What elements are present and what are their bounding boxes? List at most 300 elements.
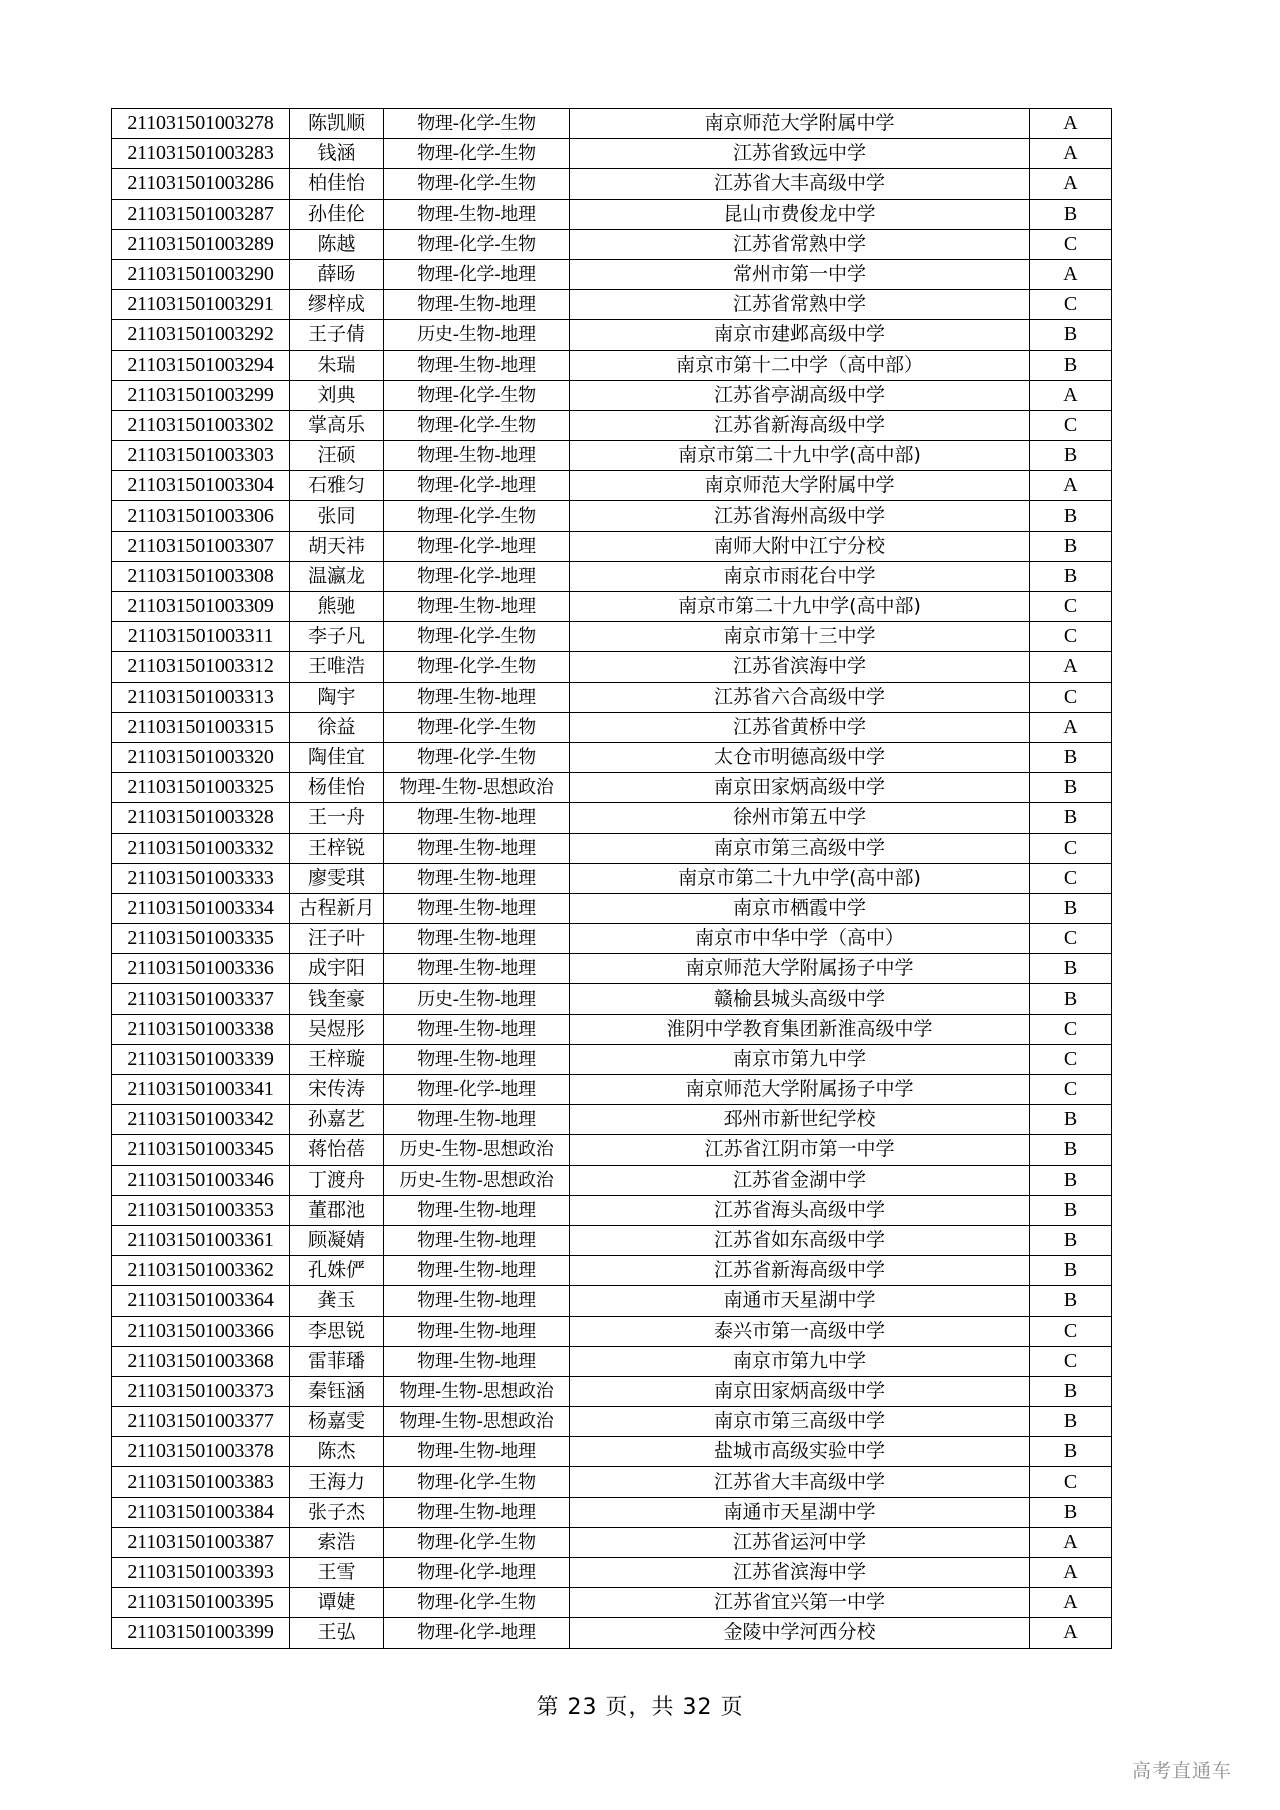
cell-name: 廖雯琪 <box>290 863 384 893</box>
table-row <box>112 1135 1112 1165</box>
cell-subjects: 历史-生物-思想政治 <box>384 1135 570 1165</box>
cell-subjects: 物理-化学-生物 <box>384 109 570 139</box>
cell-name: 孙嘉艺 <box>290 1105 384 1135</box>
cell-candidate-id: 211031501003373 <box>112 1376 290 1406</box>
cell-school: 太仓市明德高级中学 <box>570 742 1030 772</box>
cell-grade: B <box>1030 1376 1112 1406</box>
cell-name: 石雅匀 <box>290 471 384 501</box>
candidate-roster-table <box>111 108 1112 1649</box>
cell-subjects: 物理-生物-地理 <box>384 924 570 954</box>
cell-grade: C <box>1030 1316 1112 1346</box>
cell-subjects: 物理-生物-地理 <box>384 592 570 622</box>
cell-name: 钱涵 <box>290 139 384 169</box>
cell-grade: A <box>1030 712 1112 742</box>
cell-subjects: 物理-生物-地理 <box>384 441 570 471</box>
table-row <box>112 1044 1112 1074</box>
cell-school: 江苏省大丰高级中学 <box>570 1467 1030 1497</box>
cell-grade: B <box>1030 773 1112 803</box>
cell-name: 柏佳怡 <box>290 169 384 199</box>
cell-grade: B <box>1030 1105 1112 1135</box>
table-row <box>112 1195 1112 1225</box>
cell-grade: A <box>1030 169 1112 199</box>
cell-grade: C <box>1030 833 1112 863</box>
table-row <box>112 1407 1112 1437</box>
cell-candidate-id: 211031501003339 <box>112 1044 290 1074</box>
cell-school: 江苏省海头高级中学 <box>570 1195 1030 1225</box>
cell-subjects: 历史-生物-地理 <box>384 320 570 350</box>
cell-candidate-id: 211031501003341 <box>112 1075 290 1105</box>
cell-candidate-id: 211031501003353 <box>112 1195 290 1225</box>
cell-candidate-id: 211031501003362 <box>112 1256 290 1286</box>
table-row <box>112 290 1112 320</box>
cell-grade: B <box>1030 1497 1112 1527</box>
cell-subjects: 物理-化学-地理 <box>384 1075 570 1105</box>
cell-subjects: 物理-生物-地理 <box>384 833 570 863</box>
cell-grade: B <box>1030 803 1112 833</box>
cell-school: 江苏省新海高级中学 <box>570 410 1030 440</box>
cell-subjects: 物理-化学-生物 <box>384 652 570 682</box>
cell-name: 龚玉 <box>290 1286 384 1316</box>
cell-grade: C <box>1030 1014 1112 1044</box>
page-number-footer: 第 23 页，共 32 页 <box>536 1695 744 1720</box>
cell-subjects: 物理-生物-地理 <box>384 1105 570 1135</box>
cell-school: 泰兴市第一高级中学 <box>570 1316 1030 1346</box>
cell-candidate-id: 211031501003384 <box>112 1497 290 1527</box>
cell-school: 南通市天星湖中学 <box>570 1286 1030 1316</box>
cell-candidate-id: 211031501003302 <box>112 410 290 440</box>
cell-name: 掌高乐 <box>290 410 384 440</box>
table-row <box>112 803 1112 833</box>
cell-name: 王梓锐 <box>290 833 384 863</box>
cell-name: 王唯浩 <box>290 652 384 682</box>
cell-subjects: 物理-生物-地理 <box>384 682 570 712</box>
cell-school: 金陵中学河西分校 <box>570 1618 1030 1648</box>
cell-name: 雷菲璠 <box>290 1346 384 1376</box>
cell-candidate-id: 211031501003337 <box>112 984 290 1014</box>
cell-school: 江苏省滨海中学 <box>570 652 1030 682</box>
cell-name: 古程新月 <box>290 893 384 923</box>
cell-grade: C <box>1030 863 1112 893</box>
cell-subjects: 物理-生物-地理 <box>384 1256 570 1286</box>
table-row <box>112 139 1112 169</box>
cell-candidate-id: 211031501003289 <box>112 229 290 259</box>
cell-name: 徐益 <box>290 712 384 742</box>
cell-school: 江苏省金湖中学 <box>570 1165 1030 1195</box>
table-row <box>112 984 1112 1014</box>
table-row <box>112 893 1112 923</box>
table-row <box>112 1014 1112 1044</box>
cell-grade: C <box>1030 592 1112 622</box>
cell-subjects: 物理-化学-生物 <box>384 712 570 742</box>
cell-candidate-id: 211031501003342 <box>112 1105 290 1135</box>
cell-school: 南京田家炳高级中学 <box>570 773 1030 803</box>
cell-candidate-id: 211031501003334 <box>112 893 290 923</box>
cell-school: 江苏省六合高级中学 <box>570 682 1030 712</box>
cell-grade: C <box>1030 1346 1112 1376</box>
cell-grade: A <box>1030 139 1112 169</box>
cell-name: 温瀛龙 <box>290 561 384 591</box>
cell-grade: A <box>1030 1558 1112 1588</box>
cell-school: 淮阴中学教育集团新淮高级中学 <box>570 1014 1030 1044</box>
cell-grade: B <box>1030 1437 1112 1467</box>
cell-grade: B <box>1030 441 1112 471</box>
cell-name: 蒋怡蓓 <box>290 1135 384 1165</box>
table-row <box>112 531 1112 561</box>
table-row <box>112 1105 1112 1135</box>
cell-grade: A <box>1030 652 1112 682</box>
cell-candidate-id: 211031501003325 <box>112 773 290 803</box>
cell-subjects: 物理-生物-地理 <box>384 1225 570 1255</box>
table-row <box>112 1165 1112 1195</box>
cell-school: 江苏省运河中学 <box>570 1527 1030 1557</box>
cell-subjects: 物理-生物-地理 <box>384 1437 570 1467</box>
cell-subjects: 历史-生物-思想政治 <box>384 1165 570 1195</box>
cell-subjects: 物理-生物-地理 <box>384 199 570 229</box>
cell-subjects: 物理-生物-地理 <box>384 1014 570 1044</box>
cell-name: 王弘 <box>290 1618 384 1648</box>
cell-school: 南京师范大学附属中学 <box>570 109 1030 139</box>
cell-name: 索浩 <box>290 1527 384 1557</box>
cell-school: 南京市建邺高级中学 <box>570 320 1030 350</box>
table-row <box>112 561 1112 591</box>
cell-school: 南京师范大学附属扬子中学 <box>570 954 1030 984</box>
cell-candidate-id: 211031501003306 <box>112 501 290 531</box>
cell-name: 吴煜彤 <box>290 1014 384 1044</box>
cell-candidate-id: 211031501003368 <box>112 1346 290 1376</box>
cell-name: 缪梓成 <box>290 290 384 320</box>
cell-subjects: 物理-化学-地理 <box>384 1558 570 1588</box>
table-row <box>112 1618 1112 1648</box>
table-row <box>112 1376 1112 1406</box>
table-row <box>112 773 1112 803</box>
cell-school: 江苏省黄桥中学 <box>570 712 1030 742</box>
cell-subjects: 物理-化学-地理 <box>384 531 570 561</box>
table-row <box>112 441 1112 471</box>
cell-grade: B <box>1030 199 1112 229</box>
table-row <box>112 1558 1112 1588</box>
cell-subjects: 物理-生物-地理 <box>384 1497 570 1527</box>
cell-grade: B <box>1030 1407 1112 1437</box>
cell-name: 钱奎豪 <box>290 984 384 1014</box>
cell-grade: B <box>1030 1286 1112 1316</box>
cell-school: 盐城市高级实验中学 <box>570 1437 1030 1467</box>
cell-name: 孙佳伦 <box>290 199 384 229</box>
table-row <box>112 169 1112 199</box>
cell-subjects: 物理-化学-生物 <box>384 139 570 169</box>
cell-name: 朱瑞 <box>290 350 384 380</box>
cell-name: 薛旸 <box>290 259 384 289</box>
cell-subjects: 物理-生物-思想政治 <box>384 1376 570 1406</box>
cell-subjects: 物理-生物-地理 <box>384 1346 570 1376</box>
cell-candidate-id: 211031501003287 <box>112 199 290 229</box>
table-row <box>112 652 1112 682</box>
cell-subjects: 物理-生物-地理 <box>384 893 570 923</box>
cell-grade: C <box>1030 1044 1112 1074</box>
cell-school: 南京市第十二中学（高中部） <box>570 350 1030 380</box>
table-row <box>112 924 1112 954</box>
roster-table-container <box>111 108 1111 1649</box>
cell-candidate-id: 211031501003346 <box>112 1165 290 1195</box>
cell-school: 昆山市费俊龙中学 <box>570 199 1030 229</box>
cell-school: 江苏省常熟中学 <box>570 290 1030 320</box>
table-row <box>112 833 1112 863</box>
cell-school: 南京市第三高级中学 <box>570 833 1030 863</box>
cell-school: 南京市第二十九中学(高中部) <box>570 592 1030 622</box>
cell-candidate-id: 211031501003286 <box>112 169 290 199</box>
cell-candidate-id: 211031501003299 <box>112 380 290 410</box>
cell-school: 南京市第九中学 <box>570 1346 1030 1376</box>
cell-name: 张子杰 <box>290 1497 384 1527</box>
cell-subjects: 物理-化学-生物 <box>384 229 570 259</box>
cell-candidate-id: 211031501003308 <box>112 561 290 591</box>
cell-school: 南京市中华中学（高中） <box>570 924 1030 954</box>
cell-grade: C <box>1030 1075 1112 1105</box>
cell-grade: A <box>1030 1588 1112 1618</box>
cell-grade: B <box>1030 1135 1112 1165</box>
cell-school: 常州市第一中学 <box>570 259 1030 289</box>
cell-subjects: 物理-生物-地理 <box>384 290 570 320</box>
cell-subjects: 物理-化学-生物 <box>384 1588 570 1618</box>
cell-grade: B <box>1030 954 1112 984</box>
cell-name: 丁渡舟 <box>290 1165 384 1195</box>
table-row <box>112 1467 1112 1497</box>
cell-grade: C <box>1030 290 1112 320</box>
cell-name: 王子倩 <box>290 320 384 350</box>
cell-school: 江苏省海州高级中学 <box>570 501 1030 531</box>
cell-subjects: 物理-化学-生物 <box>384 410 570 440</box>
cell-grade: A <box>1030 259 1112 289</box>
cell-candidate-id: 211031501003291 <box>112 290 290 320</box>
table-row <box>112 742 1112 772</box>
cell-school: 江苏省如东高级中学 <box>570 1225 1030 1255</box>
cell-name: 谭婕 <box>290 1588 384 1618</box>
cell-candidate-id: 211031501003294 <box>112 350 290 380</box>
table-row <box>112 1437 1112 1467</box>
cell-subjects: 物理-生物-地理 <box>384 350 570 380</box>
cell-name: 秦钰涵 <box>290 1376 384 1406</box>
cell-grade: B <box>1030 893 1112 923</box>
cell-grade: C <box>1030 229 1112 259</box>
cell-school: 江苏省宜兴第一中学 <box>570 1588 1030 1618</box>
table-row <box>112 1527 1112 1557</box>
cell-name: 李子凡 <box>290 622 384 652</box>
cell-school: 南京师范大学附属中学 <box>570 471 1030 501</box>
cell-candidate-id: 211031501003315 <box>112 712 290 742</box>
table-row <box>112 109 1112 139</box>
cell-candidate-id: 211031501003309 <box>112 592 290 622</box>
cell-name: 张同 <box>290 501 384 531</box>
cell-subjects: 物理-化学-生物 <box>384 169 570 199</box>
cell-subjects: 物理-化学-地理 <box>384 561 570 591</box>
cell-school: 南京市第十三中学 <box>570 622 1030 652</box>
cell-name: 陈杰 <box>290 1437 384 1467</box>
cell-candidate-id: 211031501003383 <box>112 1467 290 1497</box>
cell-grade: C <box>1030 622 1112 652</box>
table-row <box>112 1497 1112 1527</box>
cell-grade: B <box>1030 561 1112 591</box>
table-row <box>112 259 1112 289</box>
cell-name: 成宇阳 <box>290 954 384 984</box>
cell-school: 徐州市第五中学 <box>570 803 1030 833</box>
cell-grade: A <box>1030 471 1112 501</box>
cell-candidate-id: 211031501003283 <box>112 139 290 169</box>
cell-candidate-id: 211031501003320 <box>112 742 290 772</box>
cell-name: 王一舟 <box>290 803 384 833</box>
cell-name: 熊驰 <box>290 592 384 622</box>
cell-candidate-id: 211031501003377 <box>112 1407 290 1437</box>
cell-subjects: 物理-生物-地理 <box>384 1316 570 1346</box>
cell-subjects: 物理-生物-思想政治 <box>384 773 570 803</box>
cell-name: 陈凯顺 <box>290 109 384 139</box>
cell-subjects: 物理-生物-地理 <box>384 803 570 833</box>
cell-school: 邳州市新世纪学校 <box>570 1105 1030 1135</box>
cell-school: 江苏省滨海中学 <box>570 1558 1030 1588</box>
table-row <box>112 199 1112 229</box>
cell-candidate-id: 211031501003336 <box>112 954 290 984</box>
cell-subjects: 物理-生物-地理 <box>384 1044 570 1074</box>
cell-candidate-id: 211031501003387 <box>112 1527 290 1557</box>
cell-name: 顾凝婧 <box>290 1225 384 1255</box>
cell-subjects: 历史-生物-地理 <box>384 984 570 1014</box>
cell-subjects: 物理-化学-生物 <box>384 380 570 410</box>
cell-subjects: 物理-化学-生物 <box>384 742 570 772</box>
cell-subjects: 物理-化学-地理 <box>384 259 570 289</box>
cell-school: 南京师范大学附属扬子中学 <box>570 1075 1030 1105</box>
cell-name: 汪硕 <box>290 441 384 471</box>
cell-grade: B <box>1030 1195 1112 1225</box>
cell-school: 赣榆县城头高级中学 <box>570 984 1030 1014</box>
cell-name: 杨嘉雯 <box>290 1407 384 1437</box>
cell-name: 李思锐 <box>290 1316 384 1346</box>
table-row <box>112 501 1112 531</box>
table-row <box>112 712 1112 742</box>
cell-subjects: 物理-生物-地理 <box>384 954 570 984</box>
cell-school: 南京市第三高级中学 <box>570 1407 1030 1437</box>
cell-name: 陶佳宜 <box>290 742 384 772</box>
cell-name: 胡天祎 <box>290 531 384 561</box>
cell-grade: C <box>1030 410 1112 440</box>
cell-grade: C <box>1030 924 1112 954</box>
cell-school: 江苏省江阴市第一中学 <box>570 1135 1030 1165</box>
cell-name: 王海力 <box>290 1467 384 1497</box>
table-row <box>112 954 1112 984</box>
cell-name: 孔姝俨 <box>290 1256 384 1286</box>
cell-school: 南京市第二十九中学(高中部) <box>570 441 1030 471</box>
cell-subjects: 物理-化学-生物 <box>384 622 570 652</box>
cell-name: 宋传涛 <box>290 1075 384 1105</box>
cell-grade: B <box>1030 984 1112 1014</box>
table-row <box>112 380 1112 410</box>
table-row <box>112 1286 1112 1316</box>
cell-grade: B <box>1030 320 1112 350</box>
table-row <box>112 863 1112 893</box>
cell-candidate-id: 211031501003393 <box>112 1558 290 1588</box>
cell-candidate-id: 211031501003335 <box>112 924 290 954</box>
cell-school: 南京市第二十九中学(高中部) <box>570 863 1030 893</box>
cell-school: 南京市第九中学 <box>570 1044 1030 1074</box>
cell-subjects: 物理-生物-地理 <box>384 1195 570 1225</box>
cell-grade: A <box>1030 1618 1112 1648</box>
cell-grade: C <box>1030 1467 1112 1497</box>
cell-candidate-id: 211031501003333 <box>112 863 290 893</box>
table-row <box>112 592 1112 622</box>
cell-school: 江苏省新海高级中学 <box>570 1256 1030 1286</box>
cell-name: 王梓璇 <box>290 1044 384 1074</box>
table-row <box>112 471 1112 501</box>
cell-grade: A <box>1030 380 1112 410</box>
cell-candidate-id: 211031501003364 <box>112 1286 290 1316</box>
cell-subjects: 物理-生物-地理 <box>384 863 570 893</box>
table-row <box>112 1346 1112 1376</box>
cell-grade: B <box>1030 1165 1112 1195</box>
cell-candidate-id: 211031501003361 <box>112 1225 290 1255</box>
table-row <box>112 1588 1112 1618</box>
cell-subjects: 物理-化学-地理 <box>384 1618 570 1648</box>
cell-name: 汪子叶 <box>290 924 384 954</box>
cell-candidate-id: 211031501003313 <box>112 682 290 712</box>
table-row <box>112 622 1112 652</box>
table-row <box>112 1256 1112 1286</box>
cell-grade: B <box>1030 742 1112 772</box>
cell-school: 南师大附中江宁分校 <box>570 531 1030 561</box>
cell-grade: B <box>1030 350 1112 380</box>
cell-candidate-id: 211031501003366 <box>112 1316 290 1346</box>
cell-candidate-id: 211031501003278 <box>112 109 290 139</box>
cell-subjects: 物理-化学-生物 <box>384 1527 570 1557</box>
cell-candidate-id: 211031501003345 <box>112 1135 290 1165</box>
cell-school: 南京市栖霞中学 <box>570 893 1030 923</box>
table-row <box>112 229 1112 259</box>
cell-grade: B <box>1030 501 1112 531</box>
cell-subjects: 物理-生物-地理 <box>384 1286 570 1316</box>
cell-subjects: 物理-化学-生物 <box>384 501 570 531</box>
table-row <box>112 1316 1112 1346</box>
cell-candidate-id: 211031501003290 <box>112 259 290 289</box>
cell-candidate-id: 211031501003399 <box>112 1618 290 1648</box>
cell-candidate-id: 211031501003312 <box>112 652 290 682</box>
cell-grade: A <box>1030 109 1112 139</box>
cell-school: 南京市雨花台中学 <box>570 561 1030 591</box>
table-row <box>112 350 1112 380</box>
cell-school: 江苏省大丰高级中学 <box>570 169 1030 199</box>
table-row <box>112 320 1112 350</box>
cell-candidate-id: 211031501003304 <box>112 471 290 501</box>
cell-grade: A <box>1030 1527 1112 1557</box>
watermark-label: 高考直通车 <box>1131 1760 1232 1782</box>
cell-name: 王雪 <box>290 1558 384 1588</box>
cell-candidate-id: 211031501003338 <box>112 1014 290 1044</box>
cell-subjects: 物理-生物-思想政治 <box>384 1407 570 1437</box>
cell-candidate-id: 211031501003307 <box>112 531 290 561</box>
cell-grade: B <box>1030 531 1112 561</box>
cell-grade: B <box>1030 1256 1112 1286</box>
cell-subjects: 物理-化学-生物 <box>384 1467 570 1497</box>
cell-school: 南通市天星湖中学 <box>570 1497 1030 1527</box>
cell-candidate-id: 211031501003303 <box>112 441 290 471</box>
cell-candidate-id: 211031501003311 <box>112 622 290 652</box>
table-row <box>112 1075 1112 1105</box>
cell-school: 江苏省致远中学 <box>570 139 1030 169</box>
cell-grade: B <box>1030 1225 1112 1255</box>
cell-name: 董郡池 <box>290 1195 384 1225</box>
table-row <box>112 682 1112 712</box>
table-row <box>112 1225 1112 1255</box>
cell-school: 南京田家炳高级中学 <box>570 1376 1030 1406</box>
cell-candidate-id: 211031501003328 <box>112 803 290 833</box>
cell-candidate-id: 211031501003332 <box>112 833 290 863</box>
cell-school: 江苏省亭湖高级中学 <box>570 380 1030 410</box>
cell-candidate-id: 211031501003378 <box>112 1437 290 1467</box>
